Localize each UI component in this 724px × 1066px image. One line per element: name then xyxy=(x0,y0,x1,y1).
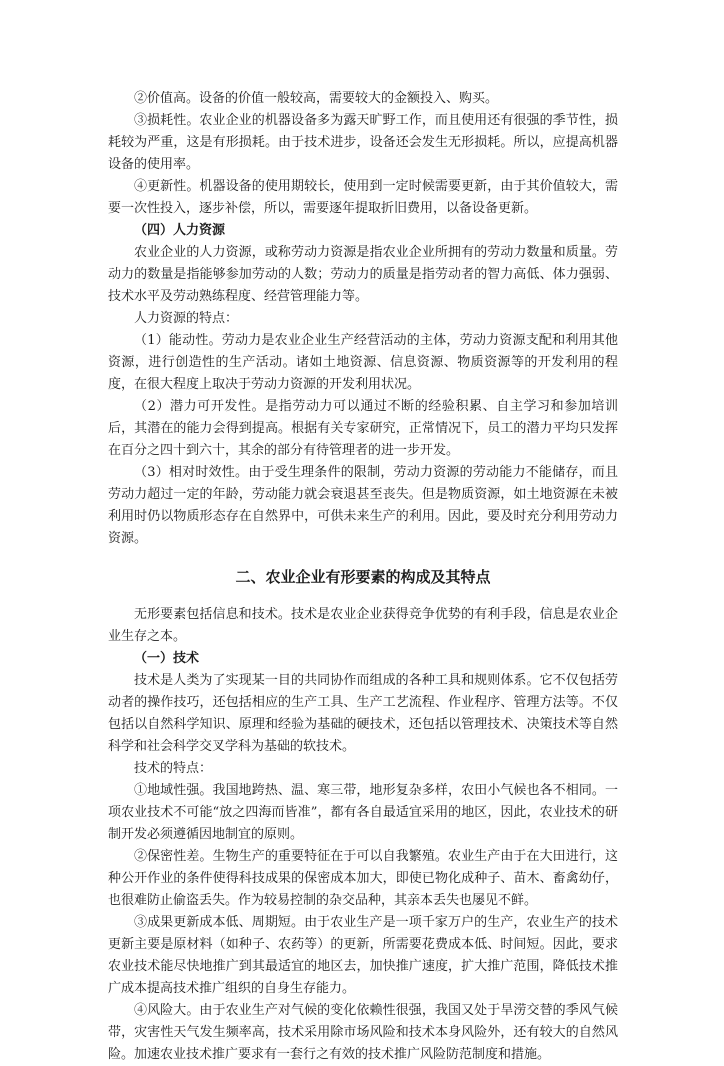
paragraph-human-potential: （2）潜力可开发性。是指劳动力可以通过不断的经验积累、自主学习和参加培训后，其潜在的能力会得到提高。根据有关专家研究，正常情况下，员工的潜力平均只发挥在百分之四十到六十，其余的部分有待管理者的进一步开发。 xyxy=(108,399,618,458)
paragraph-human-initiative: （1）能动性。劳动力是农业企业生产经营活动的主体，劳动力资源支配和利用其他资源，进行创造性的生产活动。诸如土地资源、信息资源、物质资源等的开发利用的程度，在很大程度上取决于劳动力资源的开发利用状况。 xyxy=(108,333,618,392)
paragraph-renewal: ④更新性。机器设备的使用期较长，使用到一定时候需要更新，由于其价值较大，需要一次性投入，逐步补偿，所以，需要逐年提取折旧费用，以备设备更新。 xyxy=(108,179,618,216)
paragraph-wear: ③损耗性。农业企业的机器设备多为露天旷野工作，而且使用还有很强的季节性，损耗较为严重，这是有形损耗。由于技术进步，设备还会发生无形损耗。所以，应提高机器设备的使用率。 xyxy=(108,113,618,172)
paragraph-human-features-intro: 人力资源的特点： xyxy=(134,311,239,326)
paragraph-value-high: ②价值高。设备的价值一般较高，需要较大的金额投入、购买。 xyxy=(134,91,499,106)
heading-technology: （一）技术 xyxy=(134,651,200,666)
paragraph-human-timeliness: （3）相对时效性。由于受生理条件的限制，劳动力资源的劳动能力不能储存，而且劳动力超过一定的年龄，劳动能力就会衰退甚至丧失。但是物质资源，如土地资源在未被利用时仍以物质形态存在自然界中，可供未来生产的利用。因此，要及时充分利用劳动力资源。 xyxy=(108,465,618,546)
paragraph-tech-features-intro: 技术的特点： xyxy=(134,761,213,776)
section-title: 二、农业企业有形要素的构成及其特点 xyxy=(235,568,491,586)
paragraph-intangible-intro: 无形要素包括信息和技术。技术是农业企业获得竞争优势的有利手段，信息是农业企业生存之本。 xyxy=(108,607,618,644)
paragraph-tech-definition: 技术是人类为了实现某一目的共同协作而组成的各种工具和规则体系。它不仅包括劳动者的操作技巧，还包括相应的生产工具、生产工艺流程、作业程序、管理方法等。不仅包括以自然科学知识、原理和经验为基础的硬技术，还包括以管理技术、决策技术等自然科学和社会科学交叉学科为基础的软技术。 xyxy=(108,673,618,754)
paragraph-human-definition: 农业企业的人力资源，或称劳动力资源是指农业企业所拥有的劳动力数量和质量。劳动力的数量是指能够参加劳动的人数；劳动力的质量是指劳动者的智力高低、体力强弱、技术水平及劳动熟练程度、经营管理能力等。 xyxy=(108,245,618,304)
heading-human-resources: （四）人力资源 xyxy=(134,223,226,238)
document-page xyxy=(108,88,618,1066)
paragraph-tech-risk: ④风险大。由于农业生产对气候的变化依赖性很强，我国又处于旱涝交替的季风气候带，灾害性天气发生频率高，技术采用除市场风险和技术本身风险外，还有较大的自然风险。加速农业技术推广要求有一套行之有效的技术推广风险防范制度和措施。 xyxy=(108,1003,618,1062)
paragraph-tech-secrecy: ②保密性差。生物生产的重要特征在于可以自我繁殖。农业生产由于在大田进行，这种公开作业的条件使得科技成果的保密成本加大，即使已物化成种子、苗木、畜禽幼仔，也很难防止偷盗丢失。作为较易控制的杂交品种，其亲本丢失也屡见不鲜。 xyxy=(108,849,618,908)
paragraph-tech-regional: ①地域性强。我国地跨热、温、寒三带，地形复杂多样，农田小气候也各不相同。一项农业技术不可能“放之四海而皆准”，都有各自最适宜采用的地区，因此，农业技术的研制开发必须遵循因地制宜的原则。 xyxy=(108,783,618,842)
paragraph-tech-cost: ③成果更新成本低、周期短。由于农业生产是一项千家万户的生产，农业生产的技术更新主要是原材料（如种子、农药等）的更新，所需要花费成本低、时间短。因此，要求农业技术能尽快地推广到其最适宜的地区去，加快推广速度，扩大推广范围，降低技术推广成本提高技术推广组织的自身生存能力。 xyxy=(108,915,618,996)
